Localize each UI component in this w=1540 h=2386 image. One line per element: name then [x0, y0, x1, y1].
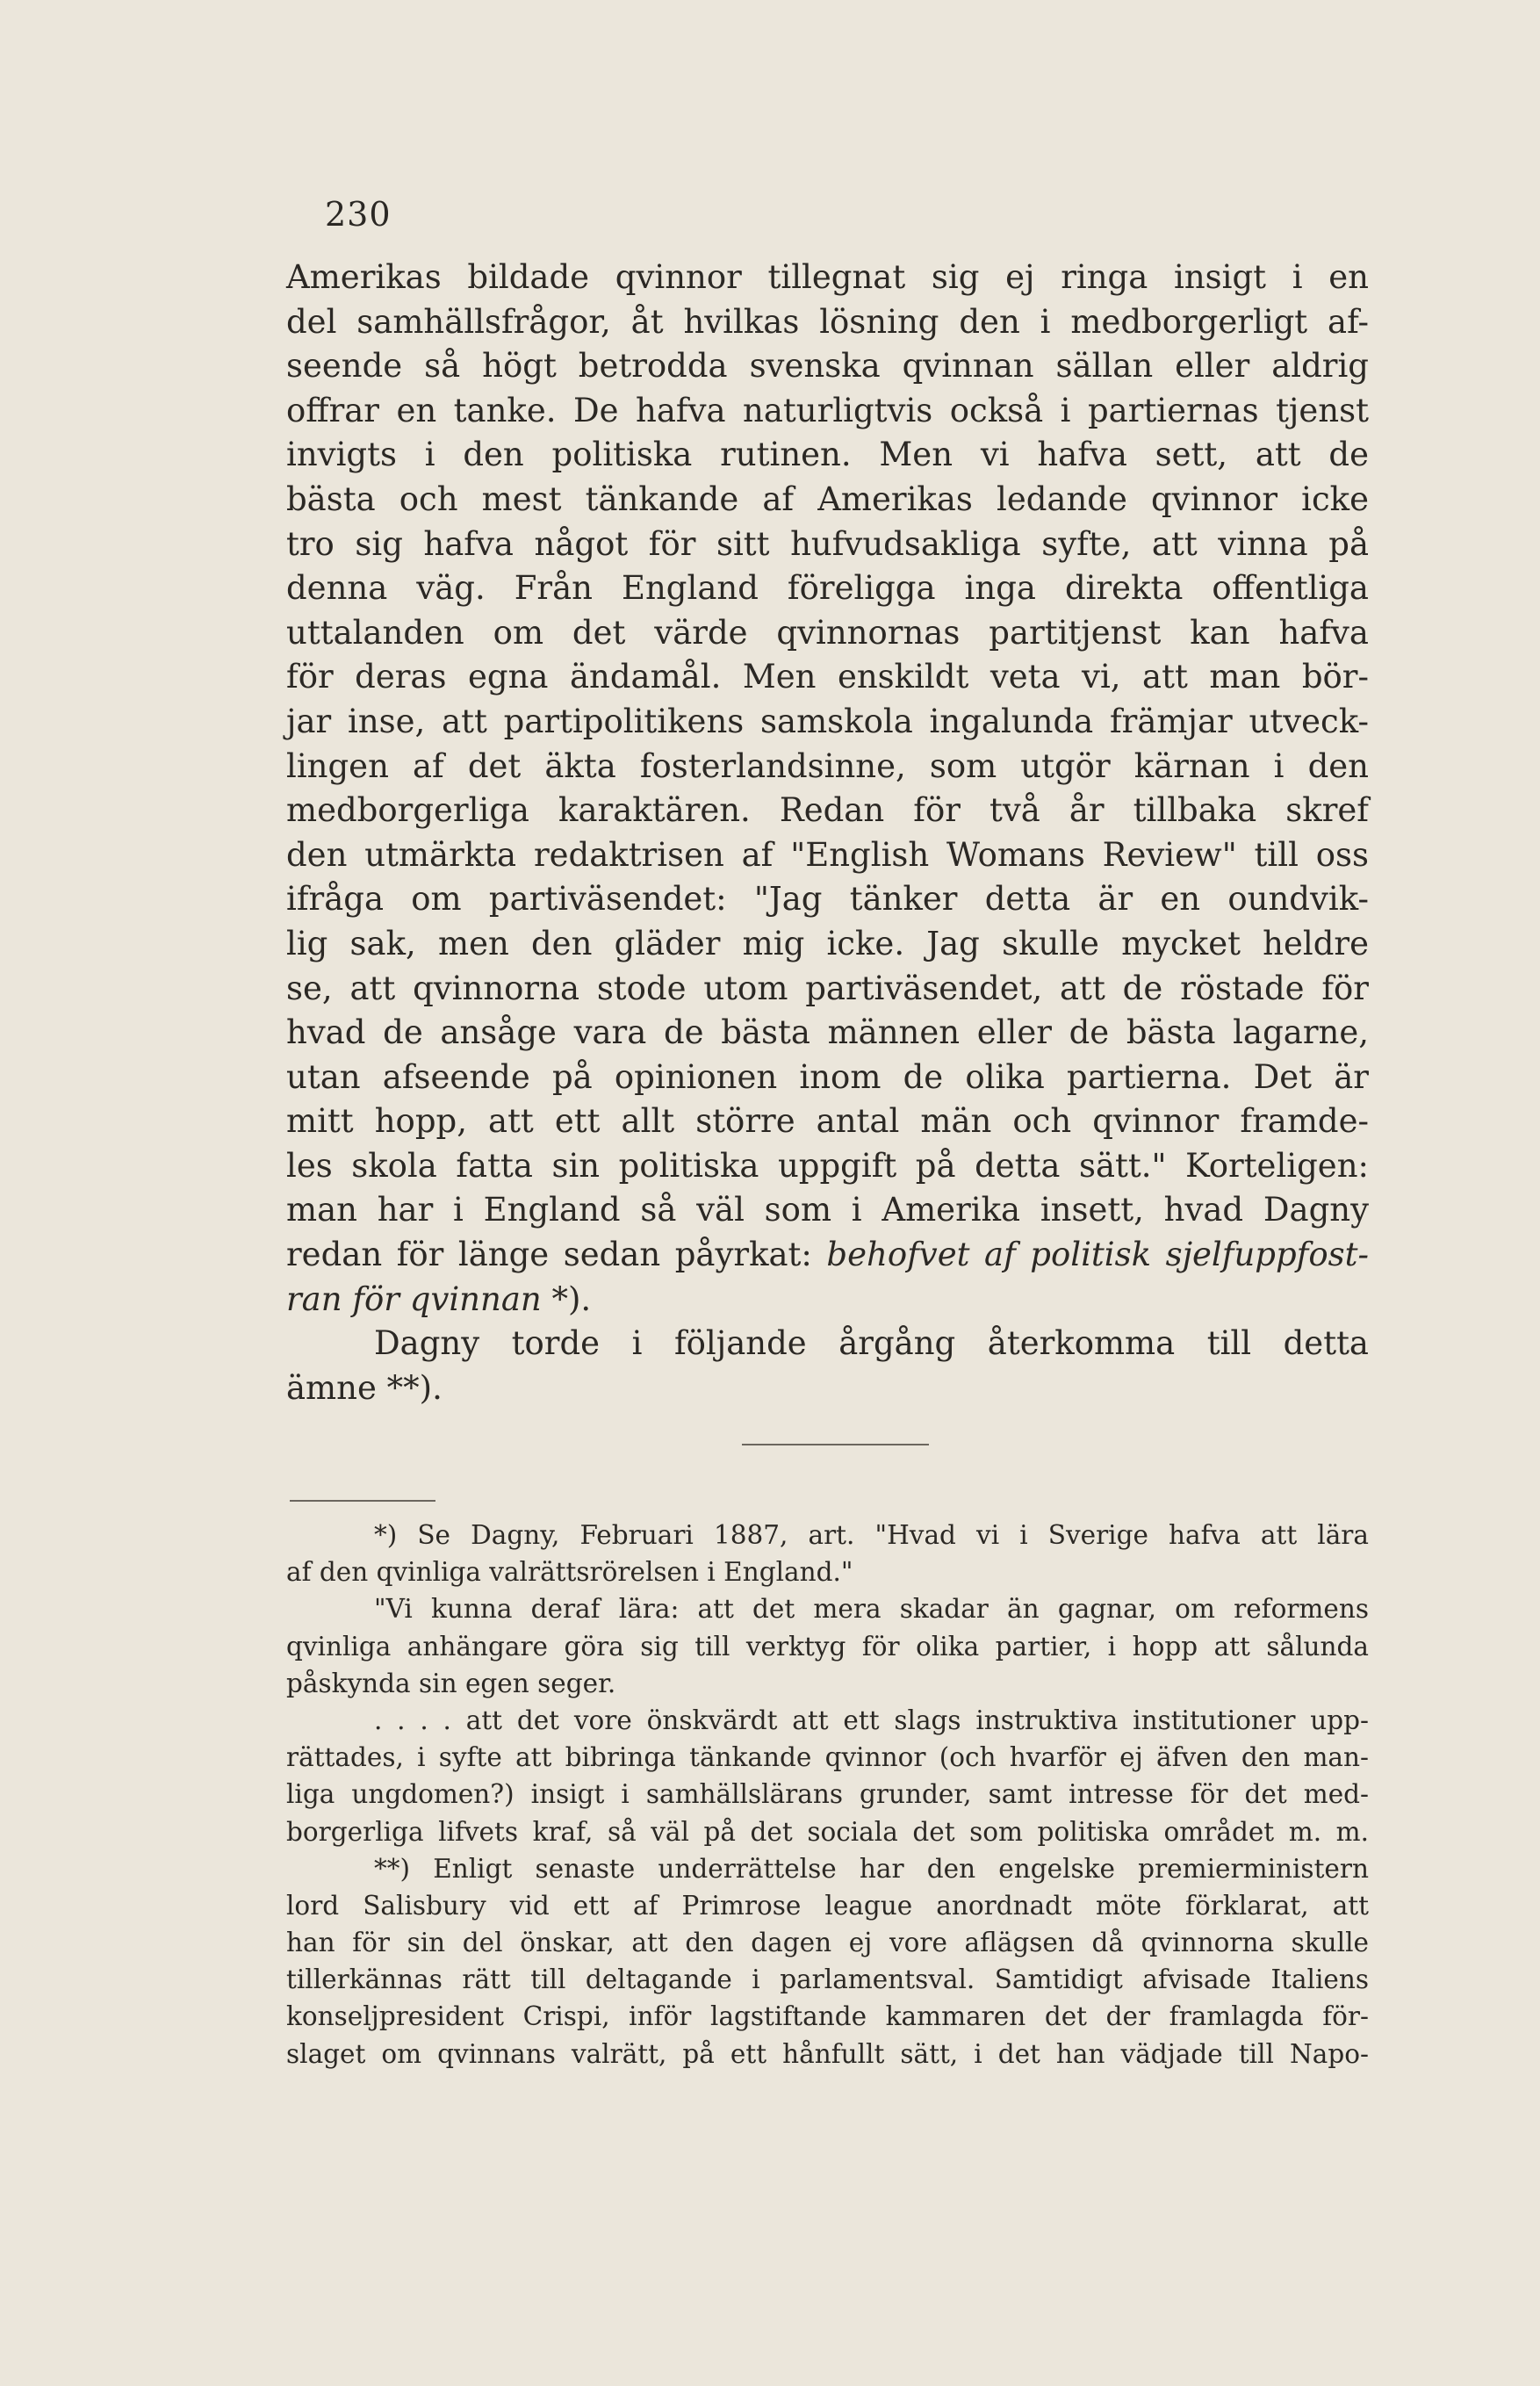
text-line: se, att qvinnorna stode utom partiväsendet, att de röstade för	[286, 969, 1369, 1007]
footnote-divider	[290, 1500, 435, 1502]
text-line: uttalanden om det värde qvinnornas partitjenst kan hafva	[286, 613, 1369, 652]
text-line: utan afseende på opinionen inom de olika partierna. Det är	[286, 1057, 1369, 1096]
text-fragment: redan för länge sedan påyrkat:	[286, 1236, 827, 1274]
text-line: jar inse, att partipolitikens samskola ingalunda främjar utveck-	[286, 702, 1369, 740]
footnote-line: "Vi kunna deraf lära: att det mera skadar än gagnar, om reformens	[374, 1594, 1369, 1625]
text-line: lingen af det äkta fosterlandsinne, som utgör kärnan i den	[286, 746, 1369, 785]
text-line: del samhällsfrågor, åt hvilkas lösning den i medborgerligt af-	[286, 302, 1369, 341]
emphasis-text: behofvet af politisk sjelfuppfost-	[826, 1236, 1369, 1274]
text-line: les skola fatta sin politiska uppgift på detta sätt." Korteligen:	[286, 1146, 1369, 1185]
footnote-line: af den qvinliga valrättsrörelsen i England."	[286, 1557, 853, 1588]
footnote-line: . . . . att det vore önskvärdt att ett slags instruktiva institutioner upp-	[374, 1705, 1369, 1735]
text-line: för deras egna ändamål. Men enskildt veta vi, att man bör-	[286, 658, 1369, 696]
text-line: bästa och mest tänkande af Amerikas ledande qvinnor icke	[286, 479, 1369, 518]
text-line: lig sak, men den gläder mig icke. Jag skulle mycket heldre	[286, 924, 1369, 962]
footnote-line: borgerliga lifvets kraf, så väl på det sociala det som politiska området m. m.	[286, 1816, 1369, 1847]
footnote-line: lord Salisbury vid ett af Primrose league anordnadt möte förklarat, att	[286, 1890, 1369, 1921]
text-line: offrar en tanke. De hafva naturligtvis också i partiernas tjenst	[286, 391, 1369, 429]
text-line: ämne **).	[286, 1368, 443, 1407]
footnotes	[286, 1517, 1369, 2072]
footnote-line: qvinliga anhängare göra sig till verktyg för olika partier, i hopp att sålunda	[286, 1631, 1369, 1662]
text-line: invigts i den politiska rutinen. Men vi hafva sett, att de	[286, 436, 1369, 474]
text-line: medborgerliga karaktären. Redan för två år tillbaka skref	[286, 791, 1369, 830]
text-line	[286, 1233, 1369, 1278]
footnote-line: tillerkännas rätt till deltagande i parlamentsval. Samtidigt afvisade Italiens	[286, 1964, 1369, 1995]
footnote-line: **) Enligt senaste underrättelse har den engelske premierministern	[374, 1853, 1369, 1884]
text-line: Dagny torde i följande årgång återkomma till detta	[374, 1324, 1369, 1363]
text-line: Amerikas bildade qvinnor tillegnat sig ej ringa insigt i en	[286, 258, 1369, 296]
section-divider	[742, 1444, 929, 1445]
text-line: mitt hopp, att ett allt större antal män och qvinnor framde-	[286, 1102, 1369, 1141]
text-line: hvad de ansåge vara de bästa männen eller de bästa lagarne,	[286, 1013, 1369, 1052]
text-line: denna väg. Från England föreligga inga direkta offentliga	[286, 569, 1369, 608]
text-line: man har i England så väl som i Amerika insett, hvad Dagny	[286, 1191, 1369, 1229]
text-line: tro sig hafva något för sitt hufvudsakliga syfte, att vinna på	[286, 524, 1369, 563]
footnote-line: konseljpresident Crispi, inför lagstiftande kammaren det der framlagda för-	[286, 2001, 1369, 2032]
text-line	[286, 1278, 1369, 1323]
footnote-line: påskynda sin egen seger.	[286, 1668, 616, 1698]
page-number: 230	[325, 195, 392, 234]
footnote-line: rättades, i syfte att bibringa tänkande qvinnor (och hvarför ej äfven den man-	[286, 1742, 1369, 1773]
text-line: den utmärkta redaktrisen af "English Womans Review" till oss	[286, 835, 1369, 874]
footnote-line: han för sin del önskar, att den dagen ej vore aflägsen då qvinnorna skulle	[286, 1928, 1369, 1958]
footnote-reference: *).	[541, 1280, 592, 1318]
footnote-line: liga ungdomen?) insigt i samhällslärans grunder, samt intresse för det med-	[286, 1779, 1369, 1810]
footnote-line: *) Se Dagny, Februari 1887, art. "Hvad vi i Sverige hafva att lära	[374, 1520, 1369, 1550]
emphasis-text: ran för qvinnan	[286, 1280, 542, 1318]
text-line: ifråga om partiväsendet: "Jag tänker detta är en oundvik-	[286, 880, 1369, 919]
text-line: seende så högt betrodda svenska qvinnan sällan eller aldrig	[286, 347, 1369, 386]
footnote-line: slaget om qvinnans valrätt, på ett hånfullt sätt, i det han vädjade till Napo-	[286, 2038, 1369, 2069]
main-text	[286, 256, 1369, 1410]
